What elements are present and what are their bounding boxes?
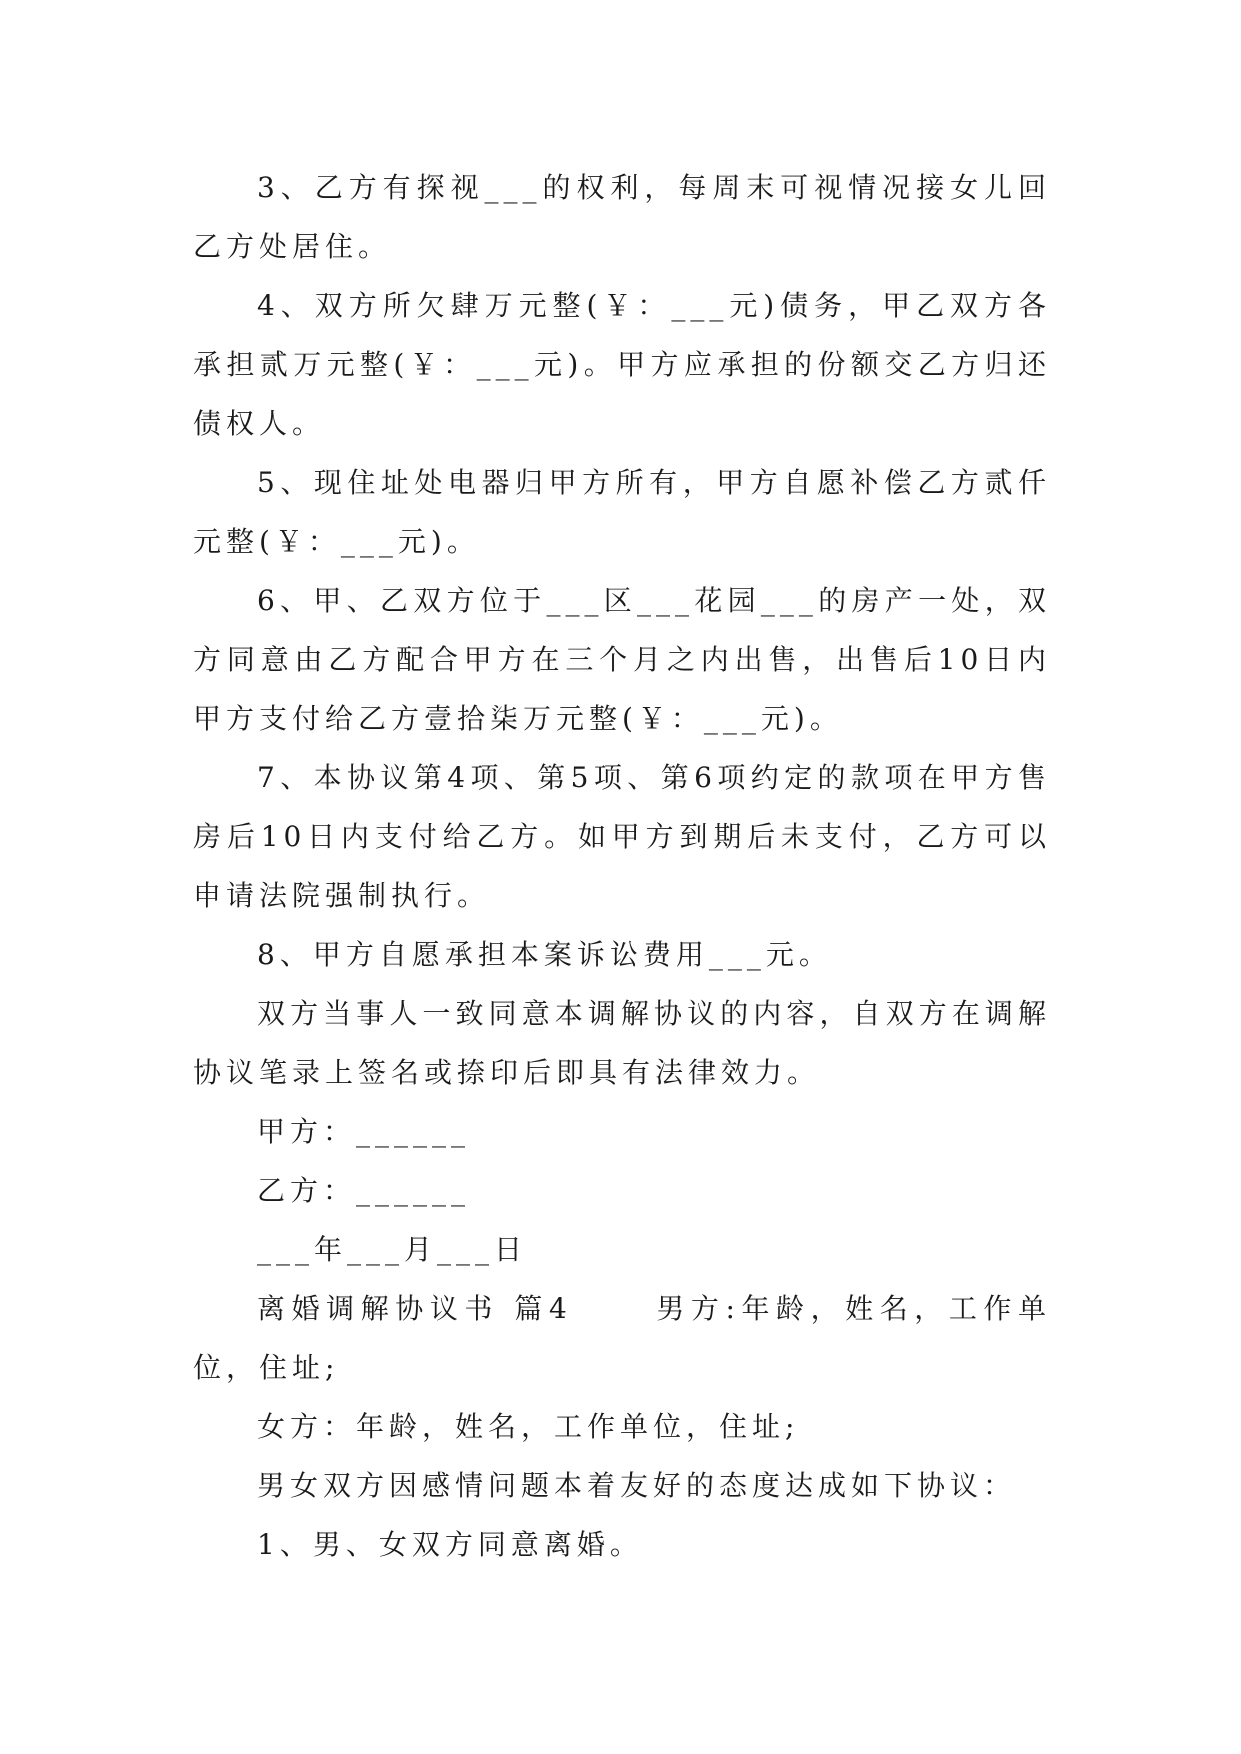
clause-4-debt: 4、双方所欠肆万元整(￥：___元)债务，甲乙双方各承担贰万元整(￥：___元)。甲方应承担的份额交乙方归还债权人。 xyxy=(193,289,1051,440)
party-a-signature: 甲方：______ xyxy=(257,1115,471,1148)
female-party-info: 女方：年龄，姓名，工作单位，住址; xyxy=(257,1410,800,1443)
party-b-signature: 乙方：______ xyxy=(257,1174,471,1207)
clause-7-payment: 7、本协议第4项、第5项、第6项约定的款项在甲方售房后10日内支付给乙方。如甲方到期后未支付，乙方可以申请法院强制执行。 xyxy=(193,761,1051,912)
clause-1-divorce: 1、男、女双方同意离婚。 xyxy=(257,1528,643,1561)
agreement-intro: 男女双方因感情问题本着友好的态度达成如下协议： xyxy=(257,1469,1017,1502)
document-body xyxy=(193,158,1051,1574)
agreement-effect: 双方当事人一致同意本调解协议的内容，自双方在调解协议笔录上签名或捺印后即具有法律效力。 xyxy=(193,997,1051,1089)
clause-6-property: 6、甲、乙双方位于___区___花园___的房产一处，双方同意由乙方配合甲方在三个月之内出售，出售后10日内甲方支付给乙方壹拾柒万元整(￥：___元)。 xyxy=(193,584,1051,735)
clause-5-appliances: 5、现住址处电器归甲方所有，甲方自愿补偿乙方贰仟元整(￥：___元)。 xyxy=(193,466,1051,558)
clause-3-visitation: 3、乙方有探视___的权利，每周末可视情况接女儿回乙方处居住。 xyxy=(193,171,1051,263)
section-4-heading-male: 离婚调解协议书 篇4 男方:年龄，姓名，工作单位，住址; xyxy=(193,1292,1051,1384)
date-line: ___年___月___日 xyxy=(257,1233,528,1266)
clause-8-litigation-fee: 8、甲方自愿承担本案诉讼费用___元。 xyxy=(257,938,832,971)
